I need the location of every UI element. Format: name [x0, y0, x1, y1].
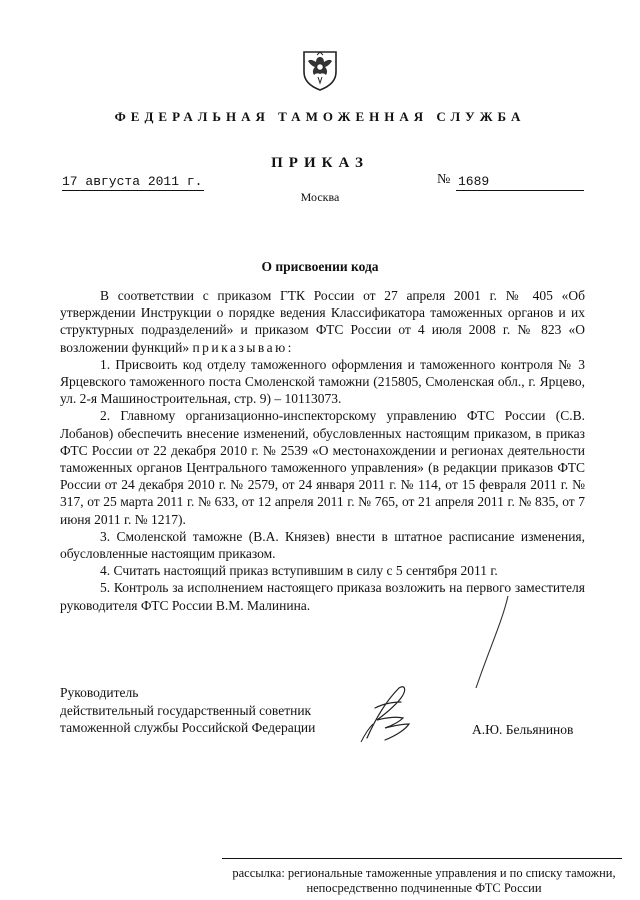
handwritten-signature — [355, 680, 425, 750]
document-subject: О присвоении кода — [261, 259, 379, 274]
distribution-line: рассылка: региональные таможенные управления и по списку таможни, — [232, 866, 616, 880]
distribution-divider — [222, 858, 622, 859]
distribution-line: непосредственно подчиненные ФТС России — [306, 881, 542, 895]
order-item-4: 4. Считать настоящий приказ вступившим в силу с 5 сентября 2011 г. — [100, 563, 498, 579]
signatory-title-line: действительный государственный советник — [60, 702, 312, 718]
signatory-name: А.Ю. Бельянинов — [472, 722, 574, 737]
order-item-2: 2. Главному организационно-инспекторскому управлению ФТС России (С.В. Лобанов) обеспечить внесение изменений, обусловленных настоящим приказом, в приказ ФТС России от 22 декабря 2010 г. № 2539 «О местонахождении и регионах деятельности таможенных органов Центрального таможенного управления» (в редакции приказов ФТС России от 24 декабря 2010 г. № 2579, от 24 января 2011 г. № 114, от 15 февраля 2011 г. № 317, от 25 марта 2011 г. № 633, от 12 апреля 2011 г. № 765, от 21 апреля 2011 г. № 835, от 7 июня 2011 г. № 1217). — [60, 408, 585, 527]
signature-stroke — [440, 592, 520, 692]
intro-text: В соответствии с приказом ГТК России от 27 апреля 2001 г. № 405 «Об утверждении Инструкции о порядке ведения Классификатора таможенных органов и их структурных подразделений» и приказом ФТС России от 4 июля 2008 г. № 823 «О возложении функций» — [60, 288, 585, 355]
organization-title: ФЕДЕРАЛЬНАЯ ТАМОЖЕННАЯ СЛУЖБА — [114, 109, 526, 124]
signatory-title-line: Руководитель — [60, 685, 139, 700]
coat-of-arms-emblem — [300, 46, 340, 92]
order-item-1: 1. Присвоить код отделу таможенного оформления и таможенного контроля № 3 Ярцевского таможенного поста Смоленской таможни (215805, Смоленская обл., г. Ярцево, ул. 2-я Машиностроительная, стр. 9) – 10113073. — [60, 356, 585, 407]
document-body — [60, 287, 585, 614]
document-number: 1689 — [456, 174, 584, 191]
signatory-title-line: таможенной службы Российской Федерации — [60, 720, 316, 735]
document-date: 17 августа 2011 г. — [62, 174, 203, 189]
order-item-5: 5. Контроль за исполнением настоящего приказа возложить на первого заместителя руководителя ФТС России В.М. Малинина. — [60, 580, 585, 613]
document-type: ПРИКАЗ — [271, 155, 369, 171]
issue-city: Москва — [300, 190, 340, 204]
distribution-list — [224, 866, 624, 896]
document-number-label: № — [437, 172, 451, 187]
signatory-title — [60, 684, 360, 737]
order-word: приказываю: — [192, 339, 294, 355]
order-item-3: 3. Смоленской таможне (В.А. Князев) внести в штатное расписание изменения, обусловленные настоящим приказом. — [60, 528, 585, 562]
intro-paragraph — [60, 287, 585, 356]
